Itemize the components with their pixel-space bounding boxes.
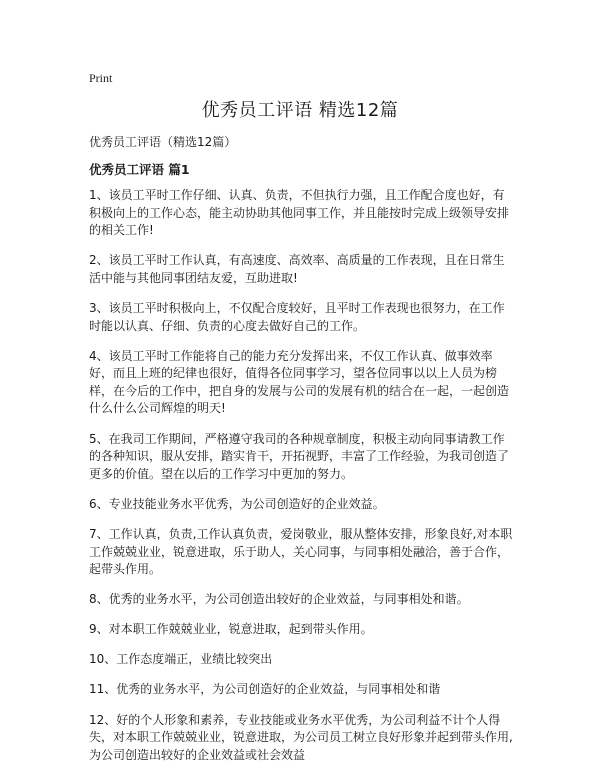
paragraph-11: 11、优秀的业务水平，为公司创造好的企业效益，与同事相处和谐 [89,682,441,697]
document-subtitle: 优秀员工评语（精选12篇） [89,135,237,149]
paragraph-5: 5、在我司工作期间，严格遵守我司的各种规章制度，积极主动向同事请教工作的各种知识，服从安排，踏实肯干，开拓视野，丰富了工作经验，为我司创造了更多的价值。望在以后的工作学习中更加的努力。 [89,431,510,481]
document-title: 优秀员工评语 精选12篇 [201,100,399,121]
paragraph-7: 7、工作认真，负责,工作认真负责，爱岗敬业，服从整体安排，形象良好,对本职工作兢兢业业，锐意进取，乐于助人，关心同事，与同事相处融洽，善于合作，起带头作用。 [89,526,513,577]
paragraph-12: 12、好的个人形象和素养，专业技能或业务水平优秀，为公司利益不计个人得失，对本职工作兢兢业业，锐意进取，为公司员工树立良好形象并起到带头作用,为公司创造出较好的企业效益或社会效益 [89,712,513,762]
paragraph-1: 1、该员工平时工作仔细、认真、负责，不但执行力强，且工作配合度也好，有积极向上的工作心态，能主动协助其他同事工作，并且能按时完成上级领导安排的相关工作! [89,188,510,238]
paragraph-9: 9、对本职工作兢兢业业，锐意进取，起到带头作用。 [89,622,373,637]
section-body [89,187,514,777]
paragraph-10: 10、工作态度端正，业绩比较突出 [89,652,273,667]
paragraph-6: 6、专业技能业务水平优秀，为公司创造好的企业效益。 [89,496,385,511]
paragraph-4: 4、该员工平时工作能将自己的能力充分发挥出来，不仅工作认真、做事效率好，而且上班的纪律也很好，值得各位同事学习，望各位同事以以上人员为榜样，在今后的工作中，把自身的发展与公司的发展有机的结合在一起，一起创造什么什么公司辉煌的明天! [89,348,510,416]
paragraph-8: 8、优秀的业务水平，为公司创造出较好的企业效益，与同事相处和谐。 [89,592,469,607]
paragraph-2: 2、该员工平时工作认真，有高速度、高效率、高质量的工作表现，且在日常生活中能与其他同事团结友爱，互助进取! [89,253,505,285]
print-link[interactable]: Print [89,71,113,85]
paragraph-3: 3、该员工平时积极向上，不仅配合度较好，且平时工作表现也很努力，在工作时能以认真、仔细、负责的心度去做好自己的工作。 [89,300,505,333]
section-heading: 优秀员工评语 篇1 [89,162,190,177]
